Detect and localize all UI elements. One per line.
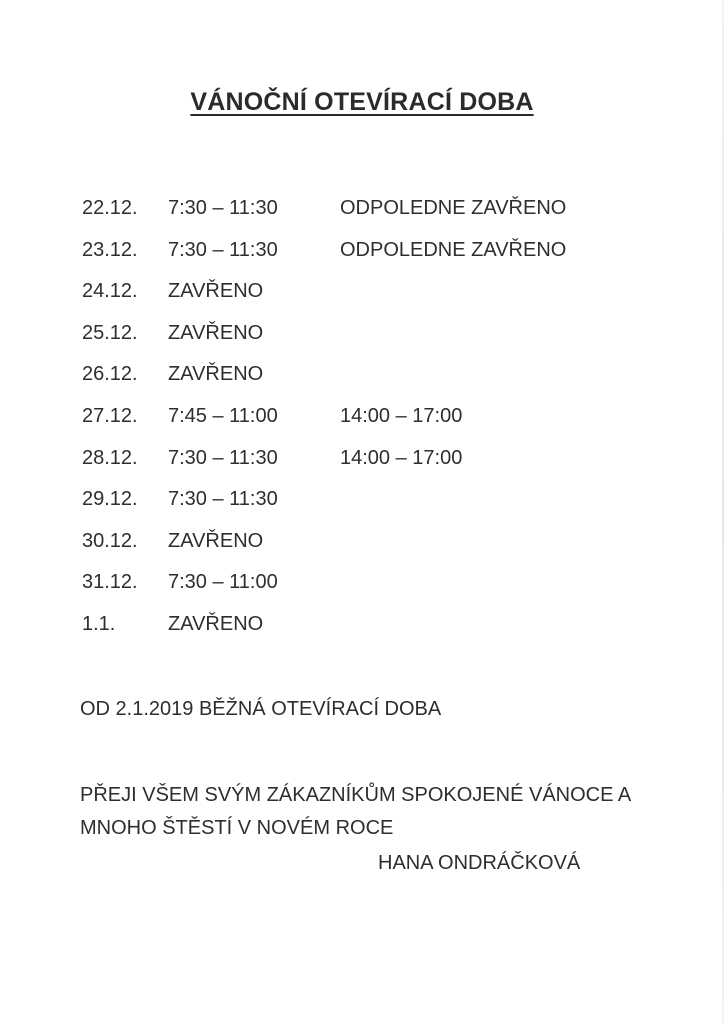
greeting-line: MNOHO ŠTĚSTÍ V NOVÉM ROCE <box>80 817 394 839</box>
schedule-date: 25.12. <box>82 321 138 344</box>
schedule-row <box>82 235 642 277</box>
schedule-hours: 7:30 – 11:30 <box>168 446 278 469</box>
schedule-date: 28.12. <box>82 446 138 469</box>
schedule-date: 22.12. <box>82 197 138 219</box>
schedule-date: 23.12. <box>82 238 138 261</box>
schedule-date: 29.12. <box>82 488 138 511</box>
schedule-row <box>82 359 642 401</box>
schedule-row <box>82 401 642 443</box>
schedule-row <box>82 193 642 235</box>
schedule-hours: ZAVŘENO <box>168 363 264 386</box>
schedule-row <box>82 609 642 651</box>
schedule-date: 31.12. <box>82 571 138 594</box>
greeting-text <box>80 779 680 845</box>
greeting-line: PŘEJI VŠEM SVÝM ZÁKAZNÍKŮM SPOKOJENÉ VÁNOCE A <box>80 784 632 806</box>
schedule-date: 1.1. <box>82 612 116 635</box>
schedule-hours: 7:45 – 11:00 <box>168 404 278 427</box>
schedule-row <box>82 318 642 360</box>
schedule-row <box>82 443 642 485</box>
schedule-hours: ZAVŘENO <box>168 280 264 303</box>
schedule-afternoon: 14:00 – 17:00 <box>340 404 463 427</box>
schedule-row <box>82 526 642 568</box>
schedule-date: 30.12. <box>82 529 138 552</box>
schedule-hours: ZAVŘENO <box>168 529 264 552</box>
schedule-row <box>82 276 642 318</box>
schedule-date: 27.12. <box>82 404 138 427</box>
schedule-hours: 7:30 – 11:30 <box>168 238 278 261</box>
schedule-afternoon: 14:00 – 17:00 <box>340 446 463 469</box>
page-title: VÁNOČNÍ OTEVÍRACÍ DOBA <box>190 88 534 116</box>
regular-hours-notice: OD 2.1.2019 BĚŽNÁ OTEVÍRACÍ DOBA <box>80 698 442 720</box>
schedule-afternoon: ODPOLEDNE ZAVŘENO <box>340 238 567 261</box>
schedule-list <box>82 193 642 651</box>
schedule-afternoon: ODPOLEDNE ZAVŘENO <box>340 197 567 219</box>
schedule-hours: 7:30 – 11:00 <box>168 571 278 594</box>
schedule-date: 26.12. <box>82 363 138 386</box>
schedule-hours: 7:30 – 11:30 <box>168 197 278 219</box>
schedule-row <box>82 484 642 526</box>
schedule-date: 24.12. <box>82 280 138 303</box>
schedule-hours: ZAVŘENO <box>168 612 264 635</box>
schedule-hours: 7:30 – 11:30 <box>168 488 278 511</box>
signature: HANA ONDRÁČKOVÁ <box>378 852 581 874</box>
schedule-row <box>82 567 642 609</box>
schedule-hours: ZAVŘENO <box>168 321 264 344</box>
